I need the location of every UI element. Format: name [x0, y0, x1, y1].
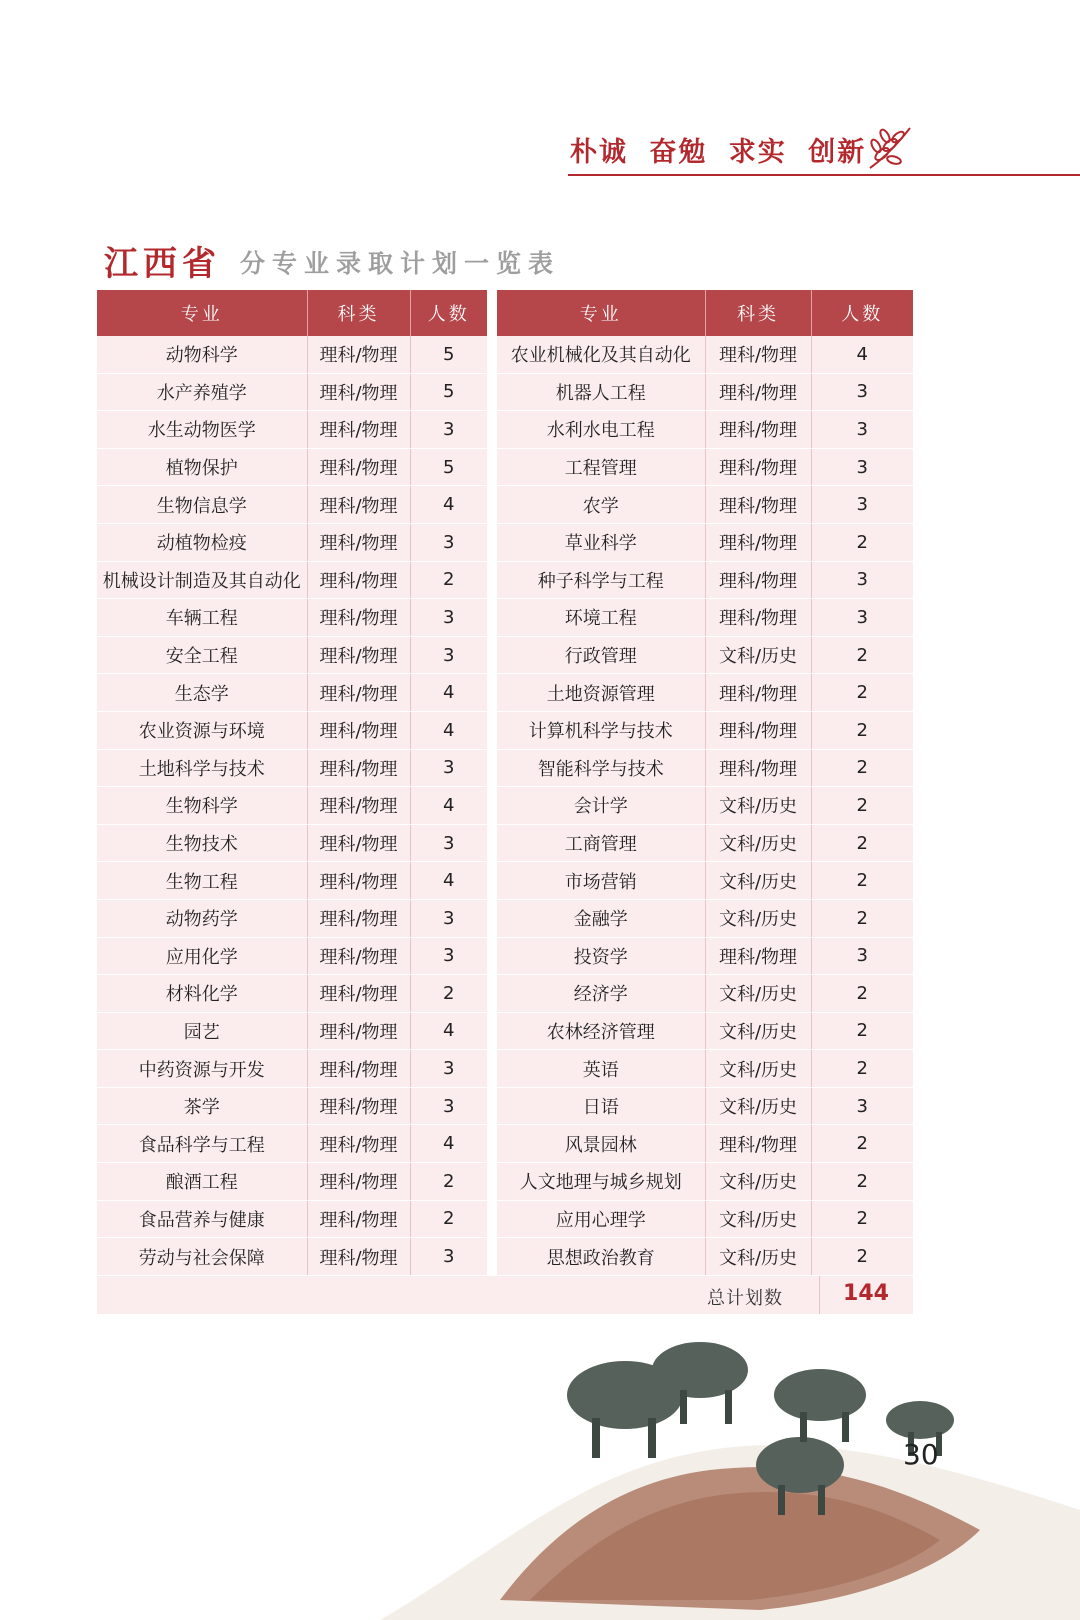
- table-row: [497, 1125, 913, 1163]
- count-cell: 4: [410, 1125, 487, 1163]
- table-row: [97, 1163, 487, 1201]
- count-cell: 4: [410, 787, 487, 825]
- major-cell: 思想政治教育: [497, 1238, 705, 1276]
- count-cell: 4: [410, 711, 487, 749]
- count-cell: 2: [410, 561, 487, 599]
- table-row: [97, 937, 487, 975]
- major-cell: 安全工程: [97, 636, 307, 674]
- table-row: [497, 486, 913, 524]
- major-cell: 工程管理: [497, 448, 705, 486]
- column-header-category: 科类: [705, 290, 811, 336]
- count-cell: 3: [410, 1050, 487, 1088]
- table-row: [497, 373, 913, 411]
- category-cell: 理科/物理: [307, 711, 410, 749]
- category-cell: 理科/物理: [307, 975, 410, 1013]
- count-cell: 2: [811, 787, 913, 825]
- total-value: 144: [843, 1281, 889, 1306]
- category-cell: 理科/物理: [307, 749, 410, 787]
- table-row: [497, 636, 913, 674]
- major-cell: 会计学: [497, 787, 705, 825]
- category-cell: 理科/物理: [307, 336, 410, 373]
- table-row: [497, 1200, 913, 1238]
- count-cell: 4: [410, 486, 487, 524]
- major-cell: 食品科学与工程: [97, 1125, 307, 1163]
- category-cell: 理科/物理: [307, 523, 410, 561]
- major-cell: 行政管理: [497, 636, 705, 674]
- major-cell: 劳动与社会保障: [97, 1238, 307, 1276]
- table-row: [97, 899, 487, 937]
- count-cell: 3: [410, 749, 487, 787]
- major-cell: 市场营销: [497, 862, 705, 900]
- major-cell: 应用心理学: [497, 1200, 705, 1238]
- count-cell: 2: [811, 975, 913, 1013]
- table-row: [97, 1238, 487, 1276]
- table-row: [97, 448, 487, 486]
- category-cell: 理科/物理: [307, 599, 410, 637]
- major-cell: 植物保护: [97, 448, 307, 486]
- category-cell: 理科/物理: [705, 411, 811, 449]
- table-row: [497, 1050, 913, 1088]
- table-row: [97, 862, 487, 900]
- table-header-row: [497, 290, 913, 336]
- category-cell: 理科/物理: [307, 1200, 410, 1238]
- count-cell: 2: [811, 1125, 913, 1163]
- category-cell: 理科/物理: [307, 899, 410, 937]
- header-rule: [568, 174, 1080, 176]
- table-row: [497, 523, 913, 561]
- major-cell: 生物工程: [97, 862, 307, 900]
- major-cell: 生态学: [97, 674, 307, 712]
- table-row: [97, 561, 487, 599]
- table-row: [497, 862, 913, 900]
- table-row: [497, 711, 913, 749]
- motto: 朴诚 奋勉 求实 创新: [570, 137, 867, 168]
- major-cell: 智能科学与技术: [497, 749, 705, 787]
- count-cell: 3: [410, 411, 487, 449]
- category-cell: 文科/历史: [705, 1050, 811, 1088]
- count-cell: 4: [410, 674, 487, 712]
- category-cell: 理科/物理: [307, 636, 410, 674]
- table-row: [497, 937, 913, 975]
- count-cell: 3: [410, 824, 487, 862]
- major-cell: 机械设计制造及其自动化: [97, 561, 307, 599]
- major-cell: 日语: [497, 1087, 705, 1125]
- table-row: [97, 599, 487, 637]
- count-cell: 4: [811, 336, 913, 373]
- major-cell: 土地资源管理: [497, 674, 705, 712]
- count-cell: 4: [410, 862, 487, 900]
- count-cell: 2: [811, 674, 913, 712]
- category-cell: 理科/物理: [307, 448, 410, 486]
- table-row: [497, 824, 913, 862]
- table-row: [97, 1050, 487, 1088]
- count-cell: 3: [811, 1087, 913, 1125]
- major-cell: 材料化学: [97, 975, 307, 1013]
- category-cell: 文科/历史: [705, 1238, 811, 1276]
- table-row: [497, 336, 913, 373]
- category-cell: 理科/物理: [307, 1125, 410, 1163]
- count-cell: 2: [811, 749, 913, 787]
- table-row: [497, 448, 913, 486]
- total-label: 总计划数: [707, 1288, 783, 1309]
- table-row: [97, 523, 487, 561]
- category-cell: 理科/物理: [307, 1050, 410, 1088]
- category-cell: 理科/物理: [307, 411, 410, 449]
- count-cell: 3: [410, 636, 487, 674]
- category-cell: 理科/物理: [705, 1125, 811, 1163]
- major-cell: 草业科学: [497, 523, 705, 561]
- table-row: [97, 1200, 487, 1238]
- major-cell: 酿酒工程: [97, 1163, 307, 1201]
- category-cell: 理科/物理: [705, 674, 811, 712]
- plan-table-left: [97, 290, 487, 1276]
- table-row: [97, 486, 487, 524]
- column-header-count: 人数: [811, 290, 913, 336]
- wheat-leaf-icon: [866, 124, 916, 172]
- table-row: [497, 599, 913, 637]
- table-row: [497, 787, 913, 825]
- major-cell: 生物技术: [97, 824, 307, 862]
- count-cell: 2: [811, 1012, 913, 1050]
- table-row: [97, 975, 487, 1013]
- count-cell: 2: [811, 1163, 913, 1201]
- major-cell: 生物科学: [97, 787, 307, 825]
- category-cell: 理科/物理: [705, 336, 811, 373]
- major-cell: 动物科学: [97, 336, 307, 373]
- table-row: [97, 636, 487, 674]
- category-cell: 文科/历史: [705, 899, 811, 937]
- count-cell: 2: [811, 1238, 913, 1276]
- category-cell: 理科/物理: [705, 937, 811, 975]
- major-cell: 动物药学: [97, 899, 307, 937]
- count-cell: 3: [410, 523, 487, 561]
- category-cell: 理科/物理: [307, 1087, 410, 1125]
- table-row: [97, 1125, 487, 1163]
- table-row: [97, 824, 487, 862]
- major-cell: 生物信息学: [97, 486, 307, 524]
- count-cell: 2: [811, 899, 913, 937]
- category-cell: 理科/物理: [705, 523, 811, 561]
- major-cell: 英语: [497, 1050, 705, 1088]
- table-row: [497, 975, 913, 1013]
- major-cell: 应用化学: [97, 937, 307, 975]
- table-row: [497, 561, 913, 599]
- column-header-count: 人数: [410, 290, 487, 336]
- major-cell: 环境工程: [497, 599, 705, 637]
- table-row: [97, 787, 487, 825]
- category-cell: 理科/物理: [705, 749, 811, 787]
- major-cell: 水生动物医学: [97, 411, 307, 449]
- category-cell: 理科/物理: [307, 862, 410, 900]
- count-cell: 3: [410, 1087, 487, 1125]
- count-cell: 2: [410, 975, 487, 1013]
- major-cell: 农业机械化及其自动化: [497, 336, 705, 373]
- count-cell: 5: [410, 448, 487, 486]
- category-cell: 文科/历史: [705, 1087, 811, 1125]
- count-cell: 3: [410, 599, 487, 637]
- table-row: [497, 899, 913, 937]
- count-cell: 3: [410, 1238, 487, 1276]
- table-row: [97, 336, 487, 373]
- plan-table-right: [497, 290, 913, 1276]
- category-cell: 文科/历史: [705, 1012, 811, 1050]
- count-cell: 3: [811, 448, 913, 486]
- major-cell: 中药资源与开发: [97, 1050, 307, 1088]
- major-cell: 食品营养与健康: [97, 1200, 307, 1238]
- category-cell: 文科/历史: [705, 1200, 811, 1238]
- major-cell: 计算机科学与技术: [497, 711, 705, 749]
- major-cell: 水产养殖学: [97, 373, 307, 411]
- major-cell: 种子科学与工程: [497, 561, 705, 599]
- category-cell: 理科/物理: [307, 373, 410, 411]
- category-cell: 文科/历史: [705, 862, 811, 900]
- count-cell: 2: [811, 1200, 913, 1238]
- count-cell: 2: [410, 1163, 487, 1201]
- table-row: [97, 711, 487, 749]
- count-cell: 3: [410, 937, 487, 975]
- category-cell: 理科/物理: [705, 486, 811, 524]
- table-subtitle: 分专业录取计划一览表: [240, 249, 561, 278]
- count-cell: 2: [811, 862, 913, 900]
- count-cell: 3: [811, 373, 913, 411]
- major-cell: 投资学: [497, 937, 705, 975]
- major-cell: 经济学: [497, 975, 705, 1013]
- count-cell: 2: [811, 824, 913, 862]
- table-row: [497, 1012, 913, 1050]
- major-cell: 动植物检疫: [97, 523, 307, 561]
- major-cell: 金融学: [497, 899, 705, 937]
- province-title: 江西省: [104, 244, 221, 284]
- table-row: [97, 1012, 487, 1050]
- category-cell: 文科/历史: [705, 787, 811, 825]
- column-header-major: 专业: [97, 290, 307, 336]
- category-cell: 理科/物理: [705, 561, 811, 599]
- major-cell: 农林经济管理: [497, 1012, 705, 1050]
- table-row: [97, 411, 487, 449]
- table-row: [497, 749, 913, 787]
- table-row: [497, 1238, 913, 1276]
- table-row: [97, 749, 487, 787]
- category-cell: 理科/物理: [307, 787, 410, 825]
- major-cell: 车辆工程: [97, 599, 307, 637]
- count-cell: 3: [811, 937, 913, 975]
- category-cell: 理科/物理: [307, 486, 410, 524]
- category-cell: 理科/物理: [307, 1012, 410, 1050]
- major-cell: 土地科学与技术: [97, 749, 307, 787]
- major-cell: 风景园林: [497, 1125, 705, 1163]
- category-cell: 文科/历史: [705, 824, 811, 862]
- category-cell: 文科/历史: [705, 1163, 811, 1201]
- page-number: 30: [903, 1438, 939, 1471]
- category-cell: 理科/物理: [705, 599, 811, 637]
- table-row: [497, 674, 913, 712]
- category-cell: 理科/物理: [705, 711, 811, 749]
- count-cell: 3: [811, 561, 913, 599]
- count-cell: 3: [811, 599, 913, 637]
- category-cell: 理科/物理: [307, 561, 410, 599]
- count-cell: 4: [410, 1012, 487, 1050]
- table-header-row: [97, 290, 487, 336]
- count-cell: 3: [811, 411, 913, 449]
- table-row: [497, 1163, 913, 1201]
- count-cell: 2: [811, 711, 913, 749]
- major-cell: 农学: [497, 486, 705, 524]
- count-cell: 2: [811, 523, 913, 561]
- bull-sculpture-illustration: [380, 1300, 1080, 1620]
- major-cell: 机器人工程: [497, 373, 705, 411]
- count-cell: 2: [811, 636, 913, 674]
- category-cell: 理科/物理: [705, 448, 811, 486]
- count-cell: 2: [811, 1050, 913, 1088]
- category-cell: 理科/物理: [307, 674, 410, 712]
- table-row: [97, 373, 487, 411]
- count-cell: 3: [811, 486, 913, 524]
- category-cell: 理科/物理: [705, 373, 811, 411]
- table-row: [97, 674, 487, 712]
- category-cell: 理科/物理: [307, 1238, 410, 1276]
- category-cell: 文科/历史: [705, 975, 811, 1013]
- column-header-major: 专业: [497, 290, 705, 336]
- table-row: [497, 411, 913, 449]
- major-cell: 水利水电工程: [497, 411, 705, 449]
- major-cell: 园艺: [97, 1012, 307, 1050]
- major-cell: 工商管理: [497, 824, 705, 862]
- category-cell: 理科/物理: [307, 1163, 410, 1201]
- count-cell: 5: [410, 373, 487, 411]
- category-cell: 理科/物理: [307, 824, 410, 862]
- category-cell: 理科/物理: [307, 937, 410, 975]
- column-header-category: 科类: [307, 290, 410, 336]
- major-cell: 茶学: [97, 1087, 307, 1125]
- major-cell: 农业资源与环境: [97, 711, 307, 749]
- count-cell: 3: [410, 899, 487, 937]
- table-row: [97, 1087, 487, 1125]
- count-cell: 5: [410, 336, 487, 373]
- category-cell: 文科/历史: [705, 636, 811, 674]
- table-row: [497, 1087, 913, 1125]
- count-cell: 2: [410, 1200, 487, 1238]
- major-cell: 人文地理与城乡规划: [497, 1163, 705, 1201]
